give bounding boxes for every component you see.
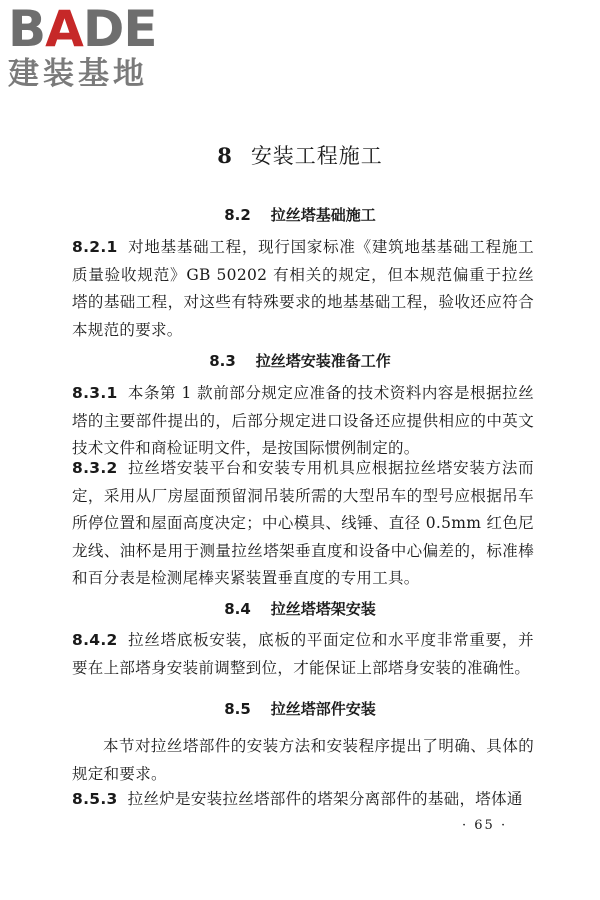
logo-subtitle: 建装基地 (8, 56, 148, 92)
clause-text: 拉丝炉是安装拉丝塔部件的塔架分离部件的基础，塔体通 (127, 790, 523, 808)
logo-letter-accent: A (45, 0, 83, 58)
chapter-heading (0, 140, 600, 170)
chapter-number: 8 (217, 143, 233, 168)
section-heading-8-2 (0, 204, 600, 225)
bade-logo (8, 0, 188, 92)
chapter-title: 安装工程施工 (250, 144, 383, 168)
page-number: · 65 · (462, 818, 508, 833)
clause-text: 拉丝塔安装平台和安装专用机具应根据拉丝塔安装方法而定，采用从厂房屋面预留洞吊装所需的大型吊车的型号应根据吊车所停位置和屋面高度决定；中心模具、线锤、直径 0.5mm 红色尼龙线、油杯是用于测量拉丝塔架垂直度和设备中心偏差的，标准棒和百分表是检测尾棒夹紧装置垂直度的专用工具。 (72, 459, 534, 587)
section-number: 8.4 (224, 600, 251, 618)
section-number: 8.5 (224, 700, 251, 718)
clause-8-4-2 (72, 627, 534, 682)
clause-number: 8.4.2 (72, 631, 118, 649)
section-title: 拉丝塔安装准备工作 (255, 352, 391, 370)
clause-text: 对地基基础工程，现行国家标准《建筑地基基础工程施工质量验收规范》GB 50202 有相关的规定，但本规范偏重于拉丝塔的基础工程，对这些有特殊要求的地基基础工程，验收还应符合本规范的要求。 (72, 238, 534, 339)
section-heading-8-5 (0, 698, 600, 719)
section-title: 拉丝塔部件安装 (270, 700, 376, 718)
clause-number: 8.5.3 (72, 790, 118, 808)
section-heading-8-3 (0, 350, 600, 371)
clause-number: 8.2.1 (72, 238, 118, 256)
logo-letter: B (8, 0, 46, 58)
clause-8-2-1 (72, 234, 534, 344)
section-number: 8.3 (209, 352, 236, 370)
logo-letter: E (123, 0, 157, 58)
logo-wordmark (8, 0, 188, 58)
section-title: 拉丝塔塔架安装 (270, 600, 376, 618)
logo-letter: D (82, 0, 124, 58)
section-title: 拉丝塔基础施工 (270, 206, 376, 224)
clause-8-3-2 (72, 455, 534, 593)
section-intro: 本节对拉丝塔部件的安装方法和安装程序提出了明确、具体的规定和要求。 (72, 737, 534, 783)
clause-text: 拉丝塔底板安装，底板的平面定位和水平度非常重要，并要在上部塔身安装前调整到位，才能保证上部塔身安装的准确性。 (72, 631, 534, 677)
section-heading-8-4 (0, 598, 600, 619)
section-number: 8.2 (224, 206, 251, 224)
clause-number: 8.3.2 (72, 459, 118, 477)
clause-8-5-3 (72, 786, 534, 814)
clause-number: 8.3.1 (72, 384, 118, 402)
clause-text: 本条第 1 款前部分规定应准备的技术资料内容是根据拉丝塔的主要部件提出的，后部分规定进口设备还应提供相应的中英文技术文件和商检证明文件，是按国际惯例制定的。 (72, 384, 534, 457)
clause-8-3-1 (72, 380, 534, 463)
